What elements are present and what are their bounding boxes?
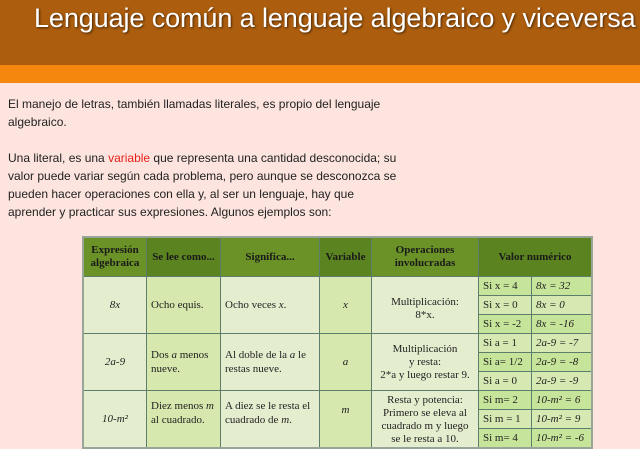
- table-row: [83, 334, 592, 353]
- header-expression: Expresión algebraica: [83, 237, 147, 277]
- read-as-cell: [147, 391, 221, 449]
- meaning-text-end: .: [289, 414, 292, 426]
- value-result: 8x = -16: [532, 315, 593, 334]
- operations-cell: [372, 334, 479, 391]
- ops-line: Multiplicación:: [391, 296, 459, 308]
- value-result: 10-m² = 6: [532, 391, 593, 410]
- meaning-var: a: [289, 349, 296, 361]
- value-condition: Si a = 1: [479, 334, 532, 353]
- value-result: 2a-9 = -8: [532, 353, 593, 372]
- ops-line: cuadrado m y luego: [381, 419, 469, 432]
- expression-cell: 8x: [83, 277, 147, 334]
- intro-text-before: Una literal, es una: [8, 151, 109, 165]
- ops-line: se le resta a 10.: [391, 432, 459, 445]
- meaning-cell: [221, 334, 320, 391]
- header-operations: Operaciones involucradas: [372, 237, 479, 277]
- read-as-cell: Ocho equis.: [147, 277, 221, 334]
- operations-cell: [372, 277, 479, 334]
- intro-text: [8, 95, 403, 239]
- read-text: Diez menos: [151, 400, 206, 412]
- read-as-cell: [147, 334, 221, 391]
- table-row: [83, 277, 592, 296]
- ops-line: y resta:: [408, 355, 442, 368]
- table-header-row: [83, 237, 592, 277]
- value-result: 8x = 32: [532, 277, 593, 296]
- value-result: 8x = 0: [532, 296, 593, 315]
- header-variable: Variable: [320, 237, 372, 277]
- header-numeric-value: Valor numérico: [479, 237, 593, 277]
- value-condition: Si a= 1/2: [479, 353, 532, 372]
- ops-line: Multiplicación: [392, 342, 458, 355]
- meaning-text-end: le restas nueve.: [225, 349, 306, 375]
- page-header: [0, 0, 640, 65]
- meaning-var: x: [278, 299, 284, 311]
- value-condition: Si x = -2: [479, 315, 532, 334]
- variable-cell: x: [320, 277, 372, 334]
- operations-cell: [372, 391, 479, 449]
- value-condition: Si m= 2: [479, 391, 532, 410]
- algebra-examples-table: [82, 236, 593, 449]
- table-row: [83, 391, 592, 410]
- intro-text-after: que representa una cantidad desconocida; su valor puede variar según cada problema, pero aunque se desconozca se pueden hacer operaciones con ella y, al ser un lenguaje, hay que aprender y practicar sus expresiones. Algunos ejemplos son:: [8, 151, 397, 219]
- value-condition: Si x = 0: [479, 296, 532, 315]
- expression-cell: 2a-9: [83, 334, 147, 391]
- meaning-text: Al doble de la: [225, 349, 290, 361]
- header-read-as: Se lee como...: [147, 237, 221, 277]
- read-var: a: [171, 349, 177, 361]
- value-condition: Si a = 0: [479, 372, 532, 391]
- read-text: Dos: [151, 349, 172, 361]
- value-result: 2a-9 = -7: [532, 334, 593, 353]
- expression-cell: 10-m²: [83, 391, 147, 449]
- header-stripe: [0, 65, 640, 83]
- intro-paragraph-2: [8, 149, 403, 221]
- read-text-end: al cuadrado.: [151, 414, 205, 426]
- ops-line: Resta y potencia:: [387, 393, 463, 406]
- ops-line: 8*x.: [415, 309, 435, 321]
- header-means: Significa...: [221, 237, 320, 277]
- read-var: m: [205, 400, 214, 412]
- meaning-text-end: .: [283, 299, 287, 311]
- meaning-cell: [221, 277, 320, 334]
- meaning-text: A diez se le resta el cuadrado de: [225, 400, 311, 426]
- read-text-end: menos nueve.: [151, 349, 209, 375]
- intro-paragraph-1: El manejo de letras, también llamadas literales, es propio del lenguaje algebraico.: [8, 97, 381, 129]
- meaning-cell: [221, 391, 320, 449]
- variable-cell: m: [320, 391, 372, 449]
- meaning-var: m: [281, 414, 290, 426]
- variable-link[interactable]: variable: [108, 151, 151, 165]
- meaning-text: Ocho veces: [225, 299, 279, 311]
- variable-cell: a: [320, 334, 372, 391]
- value-condition: Si m= 4: [479, 429, 532, 449]
- ops-line: Primero se eleva al: [383, 406, 467, 419]
- value-result: 10-m² = 9: [532, 410, 593, 429]
- page-title: Lenguaje común a lenguaje algebraico y viceversa: [34, 3, 636, 33]
- value-condition: Si m = 1: [479, 410, 532, 429]
- ops-line: 2*a y luego restar 9.: [380, 368, 470, 381]
- value-condition: Si x = 4: [479, 277, 532, 296]
- value-result: 10-m² = -6: [532, 429, 593, 449]
- value-result: 2a-9 = -9: [532, 372, 593, 391]
